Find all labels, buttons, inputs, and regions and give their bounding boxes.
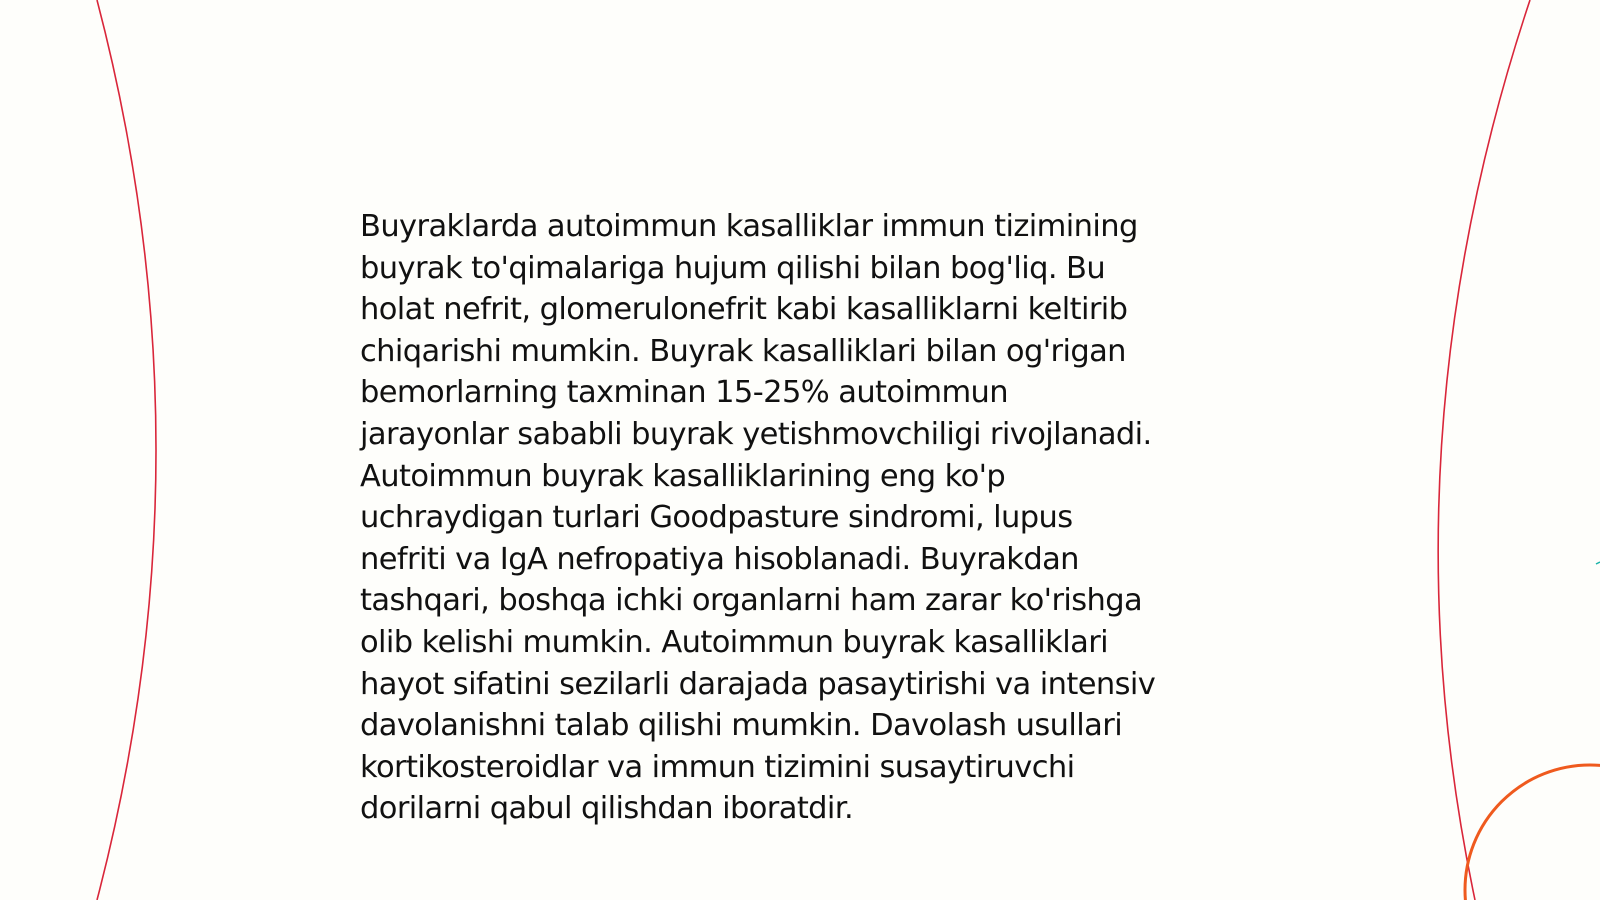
teal-accent-mark [1596,562,1600,564]
orange-arc [1465,765,1600,900]
right-curve-line [1438,0,1530,900]
left-curve-line [97,0,156,900]
slide-body-text: Buyraklarda autoimmun kasalliklar immun tizimining buyrak to'qimalariga hujum qilishi bilan bog'liq. Bu holat nefrit, glomerulonefrit kabi kasalliklarni keltirib chiqarishi mumkin. Buyrak kasalliklari bilan og'rigan bemorlarning taxminan 15-25% autoimmun jarayonlar sababli buyrak yetishmovchiligi rivojlanadi. Autoimmun buyrak kasalliklarining eng ko'p uchraydigan turlari Goodpasture sindromi, lupus nefriti va IgA nefropatiya hisoblanadi. Buyrakdan tashqari, boshqa ichki organlarni ham zarar ko'rishga olib kelishi mumkin. Autoimmun buyrak kasalliklari hayot sifatini sezilarli darajada pasaytirishi va intensiv davolanishni talab qilishi mumkin. Davolash usullari kortikosteroidlar va immun tizimini susaytiruvchi dorilarni qabul qilishdan iboratdir. [360,209,1156,827]
